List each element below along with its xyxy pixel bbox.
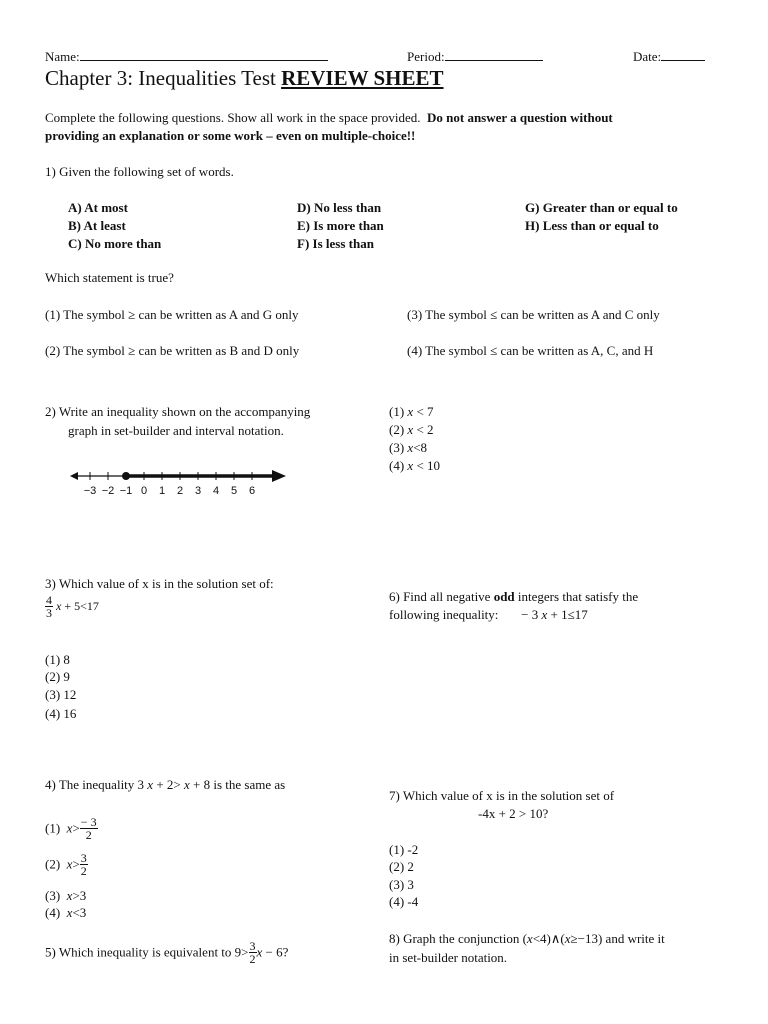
q3-frac-num: 4 <box>46 593 52 607</box>
right-arrow-icon <box>272 470 286 482</box>
date-field[interactable] <box>633 48 705 65</box>
q7-choice-2[interactable]: (2) 2 <box>389 859 414 874</box>
q5-frac-den: 2 <box>249 952 256 966</box>
q1-choice-2[interactable]: (2) The symbol ≥ can be written as B and D only <box>45 343 300 358</box>
q2-choice-1[interactable]: (1) x < 7 <box>389 404 434 419</box>
q8-text-a: 8) Graph the conjunction <box>389 931 523 946</box>
q3-frac-den: 3 <box>46 606 52 620</box>
q4-choice-4[interactable]: (4) x<3 <box>45 905 87 920</box>
q3-expression: $\frac{4}{3}$ x + 5<17 <box>46 593 99 620</box>
q2-choice-3[interactable]: (3) x<8 <box>389 440 428 455</box>
q1-prompt: 1) Given the following set of words. <box>45 164 234 179</box>
q6-text-c: following inequality: <box>389 607 499 622</box>
tick-label: −3 <box>83 485 97 497</box>
title-emphasis: REVIEW SHEET <box>281 66 444 90</box>
q1-word-h: H) Less than or equal to <box>525 218 659 233</box>
tick-label: 1 <box>158 485 166 497</box>
q4-expression: 3 x + 2> x + 8 <box>137 777 211 792</box>
date-label: Date: <box>633 49 662 64</box>
q7-prompt-line-1: 7) Which value of x is in the solution set of <box>389 788 615 803</box>
q5-fraction <box>249 940 257 965</box>
q1-word-e: E) Is more than <box>297 218 384 233</box>
q8-expression: (x<4)∧(x≥−13) <box>522 931 603 946</box>
q3-choice-3[interactable]: (3) 12 <box>45 687 77 702</box>
q3-choice-1[interactable]: (1) 8 <box>45 652 70 667</box>
q5-prompt <box>45 940 288 965</box>
q1-word-d: D) No less than <box>297 200 382 215</box>
tick-label: −1 <box>119 485 133 497</box>
tick-label: 6 <box>248 485 256 497</box>
tick-label: 0 <box>140 485 148 497</box>
q7-choice-4[interactable]: (4) -4 <box>389 894 419 909</box>
q1-word-a: A) At most <box>68 200 128 215</box>
q2-number-line <box>68 464 298 508</box>
period-blank[interactable] <box>445 48 543 61</box>
q8-prompt-line-2: in set-builder notation. <box>389 950 508 965</box>
q4-choice-2[interactable]: (2) x> $\frac{3}{2}$ <box>45 851 87 878</box>
q4-c1-den: 2 <box>85 828 92 842</box>
left-arrow-icon <box>70 472 78 480</box>
q6-text-b: integers that satisfy the <box>514 589 639 604</box>
q4-choice-3[interactable]: (3) x>3 <box>45 888 87 903</box>
q7-prompt-line-2: -4x + 2 > 10? <box>478 806 549 821</box>
q2-choice-4[interactable]: (4) x < 10 <box>389 458 441 473</box>
instructions-line-2: providing an explanation or some work – even on multiple-choice!! <box>45 128 416 143</box>
q3-prompt: 3) Which value of x is in the solution set of: <box>45 576 274 591</box>
q6-odd: odd <box>493 589 515 604</box>
instructions-line-1 <box>45 110 613 126</box>
q8-prompt-line-1 <box>389 931 665 947</box>
q5-text-a: 5) Which inequality is equivalent to 9> <box>45 944 249 960</box>
name-label: Name: <box>45 49 80 64</box>
q4-prompt <box>45 777 285 793</box>
q1-word-b: B) At least <box>68 218 126 233</box>
q4-text-a: 4) The inequality <box>45 777 138 792</box>
tick-label: 5 <box>230 485 238 497</box>
name-field[interactable] <box>45 48 328 65</box>
tick-label: 4 <box>212 485 220 497</box>
q4-c1-fraction <box>80 816 98 841</box>
q1-choice-4[interactable]: (4) The symbol ≤ can be written as A, C, and H <box>407 343 654 358</box>
q2-prompt-line-1: 2) Write an inequality shown on the accompanying <box>45 404 311 419</box>
instructions-text: Complete the following questions. Show all work in the space provided. <box>45 110 421 125</box>
q1-choice-1[interactable]: (1) The symbol ≥ can be written as A and G only <box>45 307 299 322</box>
q1-question: Which statement is true? <box>45 270 174 285</box>
name-blank[interactable] <box>80 48 328 61</box>
q8-text-b: and write it <box>602 931 665 946</box>
q4-c2-num: 3 <box>80 851 87 865</box>
page-title <box>45 66 444 91</box>
q5-frac-num: 3 <box>249 939 256 953</box>
q4-c2-fraction <box>80 852 88 877</box>
period-label: Period: <box>407 49 445 64</box>
q2-choice-2[interactable]: (2) x < 2 <box>389 422 434 437</box>
q3-choice-4[interactable]: (4) 16 <box>45 706 77 721</box>
q5-text-b: x − 6? <box>256 944 289 960</box>
q3-fraction <box>45 594 53 619</box>
q6-text-a: 6) Find all negative <box>389 589 494 604</box>
q3-choice-2[interactable]: (2) 9 <box>45 669 70 684</box>
q4-c2-den: 2 <box>80 864 87 878</box>
q6-expression: − 3 x + 1≤17 <box>521 607 588 622</box>
q2-prompt-line-2: graph in set-builder and interval notation. <box>68 423 284 438</box>
q1-word-f: F) Is less than <box>297 236 374 251</box>
q1-word-g: G) Greater than or equal to <box>525 200 678 215</box>
q6-prompt-line-2 <box>389 607 588 623</box>
q4-text-b: is the same as <box>210 777 286 792</box>
q4-choice-1[interactable]: (1) x> $\frac{- 3}{2}$ <box>45 815 97 842</box>
q7-choice-1[interactable]: (1) -2 <box>389 842 419 857</box>
q7-choice-3[interactable]: (3) 3 <box>389 877 414 892</box>
title-prefix: Chapter 3: Inequalities Test <box>45 66 282 90</box>
q1-word-c: C) No more than <box>68 236 162 251</box>
period-field[interactable] <box>407 48 543 65</box>
tick-label: 3 <box>194 485 202 497</box>
tick-label: 2 <box>176 485 184 497</box>
date-blank[interactable] <box>661 48 705 61</box>
q4-c1-num: − 3 <box>80 815 97 829</box>
tick-label: −2 <box>101 485 115 497</box>
q6-prompt-line-1 <box>389 589 638 605</box>
q1-choice-3[interactable]: (3) The symbol ≤ can be written as A and C only <box>407 307 660 322</box>
instructions-warning: Do not answer a question without <box>427 110 613 125</box>
endpoint-dot <box>123 473 130 480</box>
